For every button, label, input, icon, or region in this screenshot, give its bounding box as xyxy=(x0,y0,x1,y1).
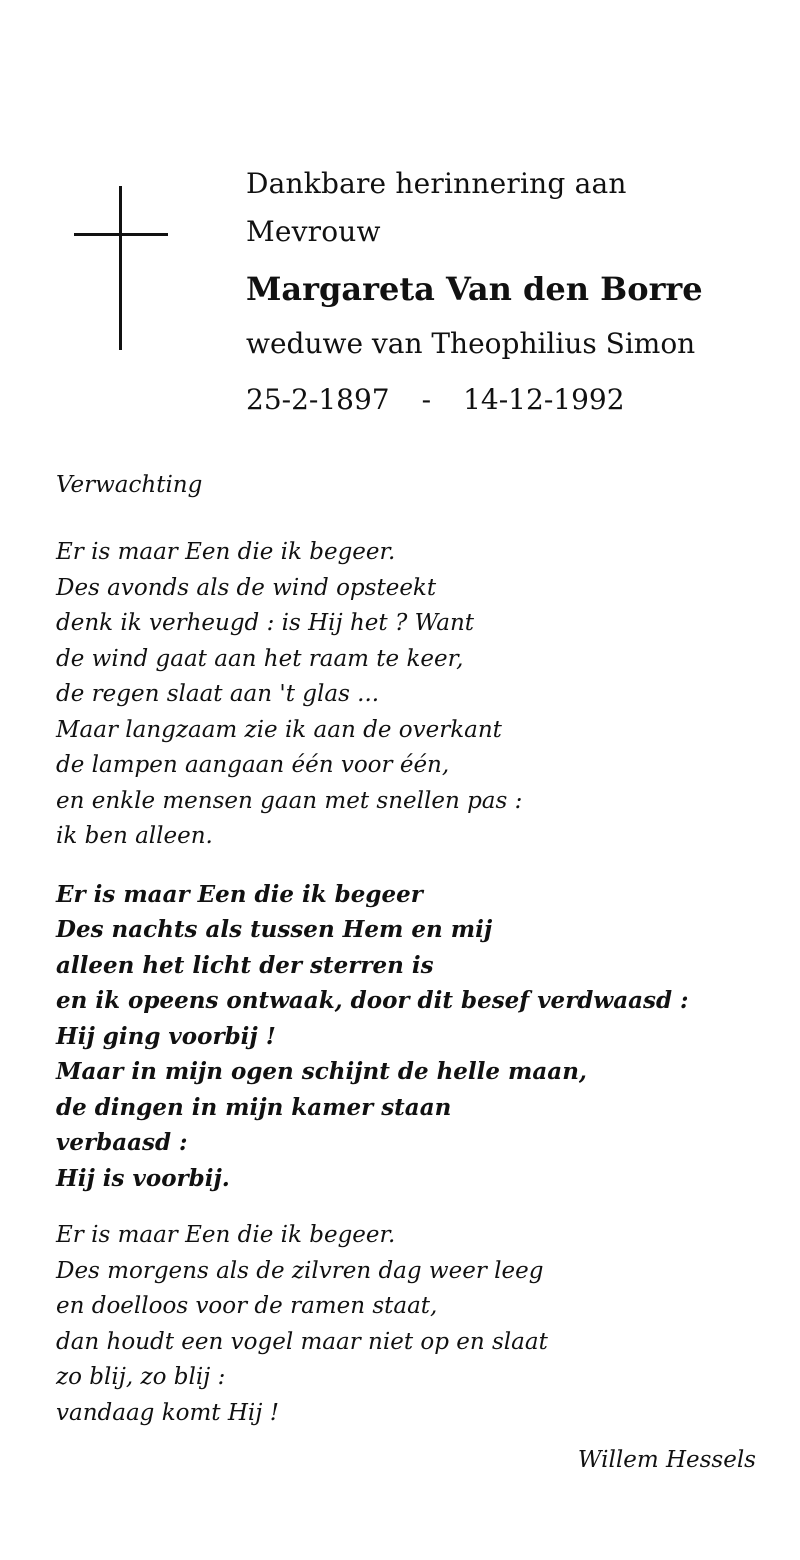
poem-line: Maar langzaam zie ik aan de overkant xyxy=(56,716,502,743)
poem-stanza-3 xyxy=(56,1218,776,1431)
poem-line: en doelloos voor de ramen staat, xyxy=(56,1293,438,1319)
poem-line: denk ik verheugd : is Hij het ? Want xyxy=(56,610,475,636)
poem-line: Hij is voorbij. xyxy=(56,1164,230,1192)
date-separator: - xyxy=(421,383,432,416)
poem-title: Verwachting xyxy=(56,472,203,498)
intro-line-2: Mevrouw xyxy=(246,215,381,248)
poem-line: ik ben alleen. xyxy=(56,823,213,849)
poem-line: dan houdt een vogel maar niet op en slaat xyxy=(56,1328,548,1355)
poem-line: de wind gaat aan het raam te keer, xyxy=(56,645,464,672)
poem-line: verbaasd : xyxy=(56,1129,188,1156)
poem-line: en ik opeens ontwaak, door dit besef verdwaasd : xyxy=(56,987,689,1014)
widow-of-line: weduwe van Theophilius Simon xyxy=(246,327,696,360)
poem-line: en enkle mensen gaan met snellen pas : xyxy=(56,787,523,814)
poem-line: Des nachts als tussen Hem en mij xyxy=(56,916,493,943)
poem xyxy=(56,465,776,1453)
cross-vertical-bar xyxy=(119,186,122,350)
poem-line: de dingen in mijn kamer staan xyxy=(56,1093,452,1121)
intro-line-1: Dankbare herinnering aan xyxy=(246,167,627,200)
poem-line: Des morgens als de zilvren dag weer leeg xyxy=(56,1257,544,1284)
cross-horizontal-bar xyxy=(74,233,168,236)
cross-icon xyxy=(74,186,168,350)
poem-stanza-1 xyxy=(56,535,776,855)
poem-line: zo blij, zo blij : xyxy=(56,1364,226,1390)
poem-line: Er is maar Een die ik begeer xyxy=(56,880,423,908)
poem-line: alleen het licht der sterren is xyxy=(56,951,434,979)
life-dates xyxy=(246,380,786,420)
deceased-name: Margareta Van den Borre xyxy=(246,270,703,308)
poem-line: Maar in mijn ogen schijnt de helle maan, xyxy=(56,1058,587,1085)
poem-line: Er is maar Een die ik begeer. xyxy=(56,539,396,565)
poem-line: de regen slaat aan 't glas ... xyxy=(56,681,380,707)
death-date: 14-12-1992 xyxy=(463,383,625,416)
birth-date: 25-2-1897 xyxy=(246,383,390,416)
poem-line: Er is maar Een die ik begeer. xyxy=(56,1222,396,1248)
poem-author: Willem Hessels xyxy=(577,1447,756,1473)
poem-line: Des avonds als de wind opsteekt xyxy=(56,574,437,601)
poem-line: de lampen aangaan één voor één, xyxy=(56,752,450,778)
poem-line: Hij ging voorbij ! xyxy=(56,1022,276,1050)
memorial-header xyxy=(246,160,786,420)
poem-line: vandaag komt Hij ! xyxy=(56,1399,279,1426)
poem-stanza-2 xyxy=(56,877,776,1197)
